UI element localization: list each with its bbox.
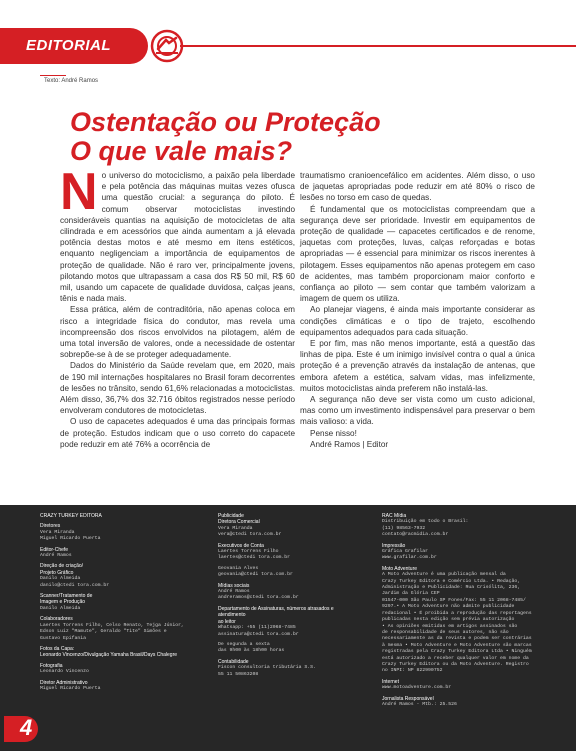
- masthead-value: André Ramos: [40, 553, 72, 559]
- paragraph: Dados do Ministério da Saúde revelam que, em 2020, mais de 190 mil internações hospitalares no Brasil foram decorrentes de lesões no trânsito, sendo 61,6% relacionadas a motociclistas. Além disso, 36,7% dos 32.716 óbitos registrados nesse período envolveram condutores de motocicletas.: [60, 361, 295, 416]
- masthead-label: Departamento de Assinaturas, números atrasados e atendimento ao leitor: [218, 605, 334, 625]
- masthead-label: Contabilidade: [218, 658, 249, 665]
- masthead-value: Whatsapp: +55 (11)2068-7485 assinatura@ctedi tora.com.br: [218, 625, 299, 637]
- article-title: [70, 108, 530, 166]
- masthead-value: Danilo Almeida danilo@ctedi tora.com.br: [40, 576, 110, 588]
- paragraph: O uso de capacetes adequados é uma das principais formas de proteção. Estudos indicam que o uso correto do capacete pode reduzir em até 76% a ocorrência de: [60, 417, 295, 449]
- masthead-label: Scanner/Tratamento de Imagem e Produção: [40, 593, 93, 606]
- masthead-block: [218, 583, 348, 602]
- masthead-label: Editor-Chefe: [40, 546, 69, 553]
- masthead-label: Internet: [382, 678, 399, 685]
- masthead-label: Direção de criação/ Projeto Gráfico: [40, 563, 84, 576]
- masthead-value: Geovania Alves geovania@ctedi tora.com.br: [218, 565, 293, 578]
- masthead-column-3: [382, 513, 532, 712]
- masthead-label: Colaboradores: [40, 616, 73, 623]
- masthead-value: Fiscon consultoria tributária S.S. 55 11 50863208: [218, 665, 316, 677]
- masthead-block: [218, 566, 348, 579]
- paragraph: É fundamental que os motociclistas compreendam que a segurança deve ser prioridade. Investir em equipamentos de proteção de qualidade — capacetes certificados e de renome, jaquetas com proteções, luvas, calças reforçadas e botas apropriadas — é essencial para minimizar os riscos inerentes à pilotagem. Esses equipamentos não apenas protegem em caso de acidentes, mas também proporcionam maior conforto e confiança ao piloto — sem contar que também valorizam a imagem de quem os utiliza.: [300, 204, 535, 304]
- byline-rule: [40, 75, 66, 76]
- byline: Texto: André Ramos: [44, 78, 99, 84]
- masthead-block: [40, 646, 190, 659]
- masthead-block: [40, 523, 190, 542]
- masthead-value: Distribuição em todo o Brasil: (11) 98563-7932 contato@racmidia.com.br: [382, 519, 469, 538]
- masthead-value: De segunda a sexta das 9h00 às 18h00 horas: [218, 641, 285, 654]
- paragraph: Pense nisso!: [310, 428, 357, 438]
- masthead-value: Leonardo Vincenzo: [40, 669, 89, 675]
- masthead-block: [218, 642, 348, 655]
- masthead-label: Jornalista Responsável: [382, 695, 434, 702]
- masthead-column-1: [40, 513, 190, 696]
- section-label: EDITORIAL: [26, 37, 112, 54]
- masthead-value: Laertes Torrens Filho, Celso Renato, Tejga Júnior, Edson Luiz "Mamute", Geraldo "Tite" Simões e Gustavo Epifania: [40, 622, 184, 641]
- masthead-label: Executivos de Conta: [218, 542, 264, 549]
- masthead-block: [40, 593, 190, 612]
- masthead-block: [218, 659, 348, 678]
- masthead-value: Danilo Almeida: [40, 605, 81, 611]
- article-column-1: [60, 163, 295, 450]
- masthead-block: [218, 513, 348, 539]
- masthead-block: [382, 696, 532, 709]
- masthead-block: [382, 513, 532, 539]
- title-line-2: O que vale mais?: [70, 136, 293, 166]
- masthead-label: Publicidade Diretora Comercial: [218, 513, 260, 526]
- masthead-label: Mídias sociais: [218, 582, 250, 589]
- masthead-value: André Ramos - Mtb.: 25.526: [382, 701, 457, 707]
- masthead-value: Gráfica Grafilar www.grafilar.com.br: [382, 549, 437, 561]
- section-header-tab: [0, 28, 148, 64]
- page-number-badge: [4, 712, 44, 744]
- page-number: 4: [20, 715, 33, 740]
- masthead-value: Vera Miranda Miguel Ricardo Puerta: [40, 529, 101, 542]
- masthead-label: Diretor Administrativo: [40, 679, 88, 686]
- article-column-2: [300, 170, 535, 450]
- header-rule: [180, 45, 576, 47]
- masthead-block: [382, 543, 532, 562]
- masthead-block: [218, 606, 348, 638]
- masthead-block: [218, 543, 348, 562]
- masthead-column-2: [218, 513, 348, 682]
- paragraph: Essa prática, além de contraditória, não apenas coloca em risco a integridade física do condutor, mas revela uma incompreensão dos riscos envolvidos na pilotagem, além de uma total inversão de valores, onde a necessidade de ostentar sobrepõe-se à de se proteger adequadamente.: [60, 305, 295, 360]
- masthead-value: www.motoadventure.com.br: [382, 685, 452, 691]
- signature: André Ramos | Editor: [310, 439, 389, 449]
- paragraph: E por fim, mas não menos importante, está a questão das linhas de pipa. Este é um inimigo invisível contra o qual a única proteção é a prevenção através da instalação de antenas, que embora afetem a estética, salvam vidas, mas infelizmente, muitos motociclistas ainda preferem não instalá-las.: [300, 339, 535, 393]
- masthead-label: Impressão: [382, 542, 406, 549]
- masthead-label: CRAZY TURKEY EDITORA: [40, 513, 102, 519]
- masthead-value: Laertes Torrens Filho laertes@ctedi tora.com.br: [218, 549, 290, 561]
- masthead-value: André Ramos andreramos@ctedi tora.com.br: [218, 589, 299, 601]
- drop-cap: N: [60, 163, 98, 221]
- masthead-block: [40, 547, 190, 560]
- section-header: [0, 28, 576, 64]
- masthead-label: Moto Adventure: [382, 565, 418, 572]
- paragraph: No universo do motociclismo, a paixão pela liberdade e pela potência das máquinas muitas vezes ofusca uma questão crucial: a segurança do piloto. É comum observar motociclistas investindo consideráveis quantias na aquisição de motocicletas de alta cilindrada e em acessórios que ainda aumentam a já elevada potência destas motos e até mesmo em itens estéticos, enquanto negligenciam a importância de equipamentos de proteção de qualidade. Não é raro ver, principalmente jovens, pilotando motos que ultrapassam a casa dos R$ 50 mil, R$ 60 mil, usando um capacete de qualidade duvidosa, calças jeans, tênis e nada mais.: [60, 163, 295, 304]
- masthead-label: Diretores: [40, 523, 61, 530]
- masthead-footer: [0, 505, 576, 751]
- masthead-block: [40, 680, 190, 693]
- moto-adventure-logo-icon: [150, 29, 184, 63]
- paragraph: A segurança não deve ser vista como um custo adicional, mas como um investimento indispensável para preservar o bem mais valioso: a vida.: [300, 395, 535, 427]
- masthead-block: [40, 616, 190, 642]
- masthead-label: RAC Mídia: [382, 513, 407, 519]
- masthead-value: Miguel Ricardo Puerta: [40, 685, 101, 691]
- masthead-value: A Moto Adventure é uma publicação mensal da Crazy Turkey Editora e Comércio Ltda. • Redação, Administração e Publicidade: Rua Crisólita, 236, Jardim da Glória CEP 01547-000 São Paulo SP Fones/Fax: 55 11 2068-7485/ 9297.• A Moto Adventure não admite publicidade redacional • É proibida a reprodução das reportagens publicadas nesta edição sem prévia autorização • As opiniões emitidas em artigos assinados são de responsabilidade de seus autores, não são necessariamente as da revista e podem ser contrárias à mesma • Moto Adventure e Moto Adventure são marcas registradas pela Crazy Turkey Editora Ltda • Ninguém está autorizado a receber qualquer valor em nome da Crazy Turkey Editora ou da Moto Adventure. Registro no INPI: NP 822990752: [382, 572, 532, 674]
- masthead-block: [382, 679, 532, 692]
- masthead-block: [382, 566, 532, 675]
- masthead-block: [40, 663, 190, 676]
- masthead-block: [40, 563, 190, 589]
- paragraph: traumatismo cranioencefálico em acidentes. Além disso, o uso de jaquetas apropriadas pode reduzir em até 80% o risco de lesões no torso em caso de quedas.: [300, 171, 535, 203]
- masthead-label: Fotografia: [40, 662, 63, 669]
- masthead-label: Fotos da Capa: Leonardo Vincenzo/Divulgação Yamaha Brasil/Days Chalegre: [40, 645, 178, 659]
- paragraph: Ao planejar viagens, é ainda mais importante considerar as condições climáticas e o tipo de trajeto, escolhendo equipamentos adequados para cada situação.: [300, 305, 535, 337]
- masthead-block: [40, 513, 190, 519]
- title-line-1: Ostentação ou Proteção: [70, 107, 381, 137]
- masthead-value: Vera Miranda vera@ctedi tora.com.br: [218, 525, 282, 538]
